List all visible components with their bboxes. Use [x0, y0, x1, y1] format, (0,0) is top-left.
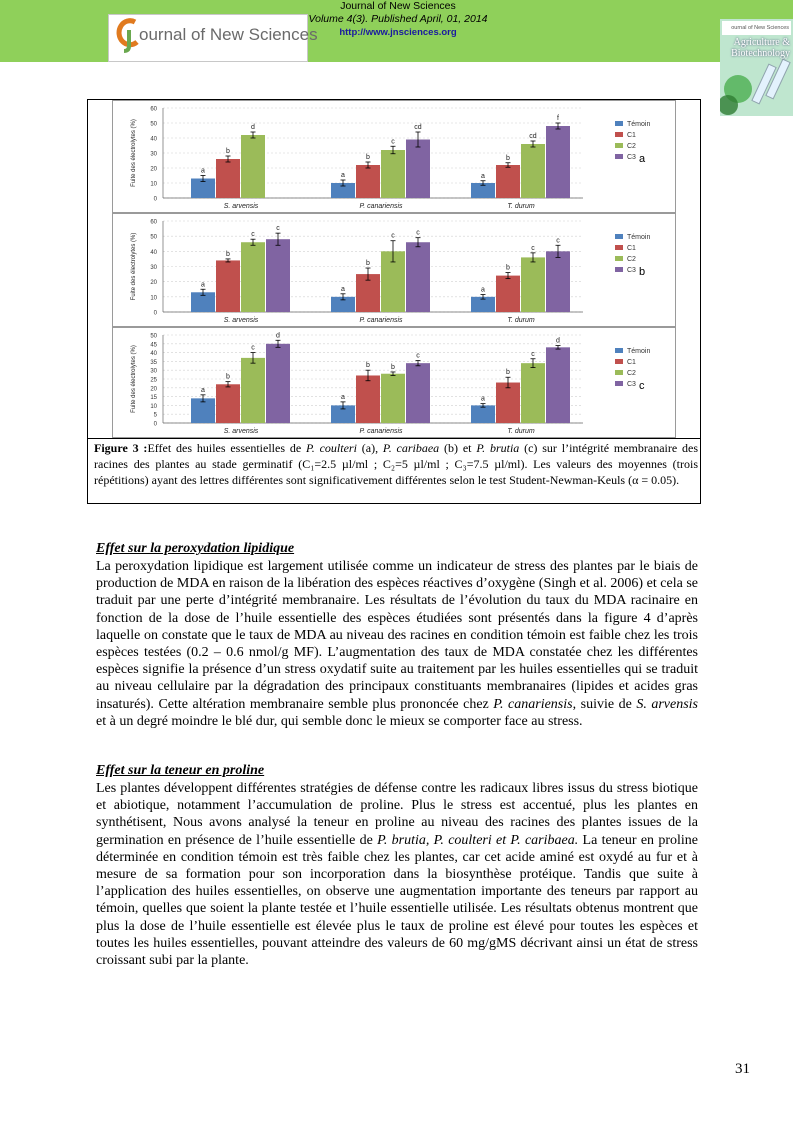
journal-url[interactable]: http://www.jnsciences.org [339, 27, 457, 38]
y-tick-label: 25 [150, 377, 157, 384]
section-heading-proline: Effet sur la teneur en proline [96, 763, 265, 778]
caption-divider [88, 438, 700, 439]
legend-swatch-c3 [615, 381, 623, 386]
y-tick-label: 20 [150, 166, 157, 173]
journal-logo [108, 14, 318, 62]
journal-logo-icon [115, 18, 141, 54]
significance-letter: a [481, 286, 485, 294]
bar-c3 [406, 363, 430, 423]
bar-c1 [356, 375, 380, 423]
significance-letter: a [341, 285, 345, 293]
y-tick-label: 0 [153, 310, 157, 317]
y-tick-label: 5 [153, 412, 157, 419]
y-tick-label: 20 [150, 386, 157, 393]
section-banner [720, 19, 793, 116]
legend-swatch-c2 [615, 256, 623, 261]
legend-label: C2 [627, 143, 636, 150]
panel-letter: a [639, 153, 646, 165]
y-tick-label: 30 [150, 151, 157, 158]
journal-logo-text: ournal of New Sciences [139, 25, 318, 44]
bar-c3 [266, 239, 290, 312]
legend-swatch-c2 [615, 143, 623, 148]
panel-letter: b [639, 266, 646, 278]
section-heading-peroxidation: Effet sur la peroxydation lipidique [96, 541, 295, 556]
significance-letter: b [506, 154, 510, 162]
x-tick-label: P. canariensis [359, 428, 403, 435]
bar-c3 [406, 242, 430, 312]
y-tick-label: 10 [150, 295, 157, 302]
journal-info [308, 0, 488, 39]
y-tick-label: 45 [150, 342, 157, 349]
y-tick-label: 50 [150, 121, 157, 128]
chart-a [113, 101, 677, 214]
significance-letter: c [531, 350, 535, 358]
y-tick-label: 20 [150, 280, 157, 287]
paragraph-proline: Les plantes développent différentes stratégies de défense contre les radicaux libres issus du stress biotique et abiotique, notamment l’accumulation de proline. Plus le stress est accentué, plus les plantes en synthétisent, Nous avons analysé la teneur en proline au niveau des racines des plantes issues de la germination en présence de l’huile essentielle de P. brutia, P. coulteri et P. caribaea. La teneur en proline déterminée en condition témoin est très faible chez les plantes, car cet acide aminé est oxydé au fur et à mesure de sa formation pour son incorporation dans la biosynthèse protéique. Tandis que suite à l’application des huiles essentielles, on observe une augmentation importante des teneurs par rapport au témoin, quelles que soient la plante testée et l’huile essentielle utilisée. Les résultats obtenus montrent que plus la dose de l’huile essentielle est élevée plus le taux de proline est élevé pour toutes les espèces et toutes les huiles essentielles, pouvant atteindre des valeurs de 60 mg/gMS décrivant ainsi un état de stress croissant subi par la plante. [96, 781, 698, 969]
legend-label: C1 [627, 245, 636, 252]
bar-c3 [406, 140, 430, 199]
legend-swatch-temoin [615, 234, 623, 239]
legend-swatch-c3 [615, 154, 623, 159]
significance-letter: b [391, 363, 395, 371]
legend-swatch-c2 [615, 370, 623, 375]
y-axis-label: Fuite des électrolytes (%) [131, 119, 137, 187]
x-tick-label: T. durum [507, 428, 535, 435]
y-tick-label: 60 [150, 219, 157, 226]
paragraph-peroxidation: La peroxydation lipidique est largement utilisée comme un indicateur de stress des plantes par le biais de production de MDA en raison de la libération des espèces réactives d’oxygène (Singh et al. 2006) et cela se traduit par une perte d’intégrité membranaire. Les résultats de l’évolution du taux du MDA racinaire en fonction de la dose de l’huile essentielle des espèces étudiées sont présentés dans la figure 4 d’après laquelle on constate que le taux de MDA au niveau des racines en condition témoin est faible chez les trois espèces testées (0.2 – 0.6 nmol/g MF). L’augmentation des taux de MDA constatée chez les différentes espèces signifie la présence d’un stress oxydatif suite au traitement par les huiles essentielles qui se traduit au niveau cellulaire par la dégradation des principaux constituants membranaires (lipides et acides gras insaturés). Cette altération membranaire semble plus prononcée chez P. canariensis, suivie de S. arvensis et à un degré moindre le blé dur, qui semble donc le mieux se comporter face au stress. [96, 559, 699, 729]
bar-c1 [216, 159, 240, 198]
legend-label: C3 [627, 381, 636, 388]
significance-letter: c [251, 231, 255, 239]
x-tick-label: T. durum [507, 317, 535, 324]
legend-swatch-c3 [615, 267, 623, 272]
significance-letter: cd [529, 133, 537, 140]
chart-panel-a [112, 100, 676, 213]
side-journal-logo: ournal of New Sciences [722, 21, 791, 35]
bar-c1 [496, 165, 520, 198]
page-number: 31 [735, 1061, 750, 1077]
y-tick-label: 15 [150, 395, 157, 402]
y-axis-label: Fuite des électrolytes (%) [131, 232, 137, 301]
significance-letter: b [226, 373, 230, 381]
legend-label: Témoin [627, 348, 651, 355]
significance-letter: f [557, 115, 559, 122]
x-tick-label: S. arvensis [223, 428, 259, 435]
bar-c1 [496, 383, 520, 423]
journal-name: Journal of New Sciences [340, 0, 456, 12]
chart-panel-c [112, 327, 676, 438]
significance-letter: cd [414, 124, 422, 131]
bar-c1 [216, 384, 240, 423]
bar-c2 [521, 144, 545, 198]
significance-letter: b [506, 369, 510, 377]
bar-c3 [546, 126, 570, 198]
bar-c1 [356, 165, 380, 198]
bar-c2 [521, 257, 545, 312]
bar-c2 [381, 150, 405, 198]
legend-label: Témoin [627, 234, 651, 241]
significance-letter: c [556, 237, 560, 245]
y-tick-label: 50 [150, 234, 157, 241]
y-tick-label: 60 [150, 106, 157, 113]
bar-temoin [471, 405, 495, 423]
x-tick-label: T. durum [507, 203, 535, 210]
legend-swatch-temoin [615, 348, 623, 353]
bar-c1 [216, 260, 240, 312]
bar-c3 [266, 344, 290, 423]
significance-letter: c [251, 344, 255, 352]
significance-letter: b [506, 264, 510, 272]
legend-swatch-c1 [615, 132, 623, 137]
y-tick-label: 35 [150, 359, 157, 366]
significance-letter: c [276, 225, 280, 233]
y-tick-label: 0 [153, 421, 157, 428]
x-tick-label: S. arvensis [223, 317, 259, 324]
bar-c3 [546, 347, 570, 423]
bar-c2 [241, 242, 265, 312]
significance-letter: c [416, 229, 420, 237]
bar-c2 [241, 358, 265, 423]
bar-c1 [496, 276, 520, 312]
legend-label: C2 [627, 256, 636, 263]
significance-letter: d [556, 337, 560, 345]
significance-letter: a [201, 281, 205, 289]
significance-letter: b [226, 250, 230, 258]
y-tick-label: 30 [150, 265, 157, 271]
significance-letter: c [531, 244, 535, 252]
legend-label: C2 [627, 370, 636, 377]
significance-letter: c [416, 352, 420, 360]
chart-panel-b [112, 213, 676, 327]
bar-c2 [381, 374, 405, 423]
significance-letter: b [366, 260, 370, 268]
y-tick-label: 10 [150, 181, 157, 188]
legend-swatch-c1 [615, 245, 623, 250]
bar-c2 [521, 363, 545, 423]
y-tick-label: 50 [150, 333, 157, 340]
significance-letter: a [341, 172, 345, 179]
significance-letter: a [201, 386, 205, 394]
significance-letter: b [366, 362, 370, 370]
figure-caption: Figure 3 :Effet des huiles essentielles de P. coulteri (a), P. caribaea (b) et P. brutia (c) sur l’intégrité membranaire des racines des plantes au stade germinatif (C₁=2.5 µl/ml ; C₂=5 µl/ml ; C₃=7.5 µl/ml). Les valeurs des moyennes (trois répétitions) ayant des lettres différentes sont significativement différentes selon le test Student-Newman-Keuls (α = 0.05). [94, 441, 699, 487]
significance-letter: a [481, 172, 485, 180]
significance-letter: c [391, 138, 395, 146]
significance-letter: d [276, 332, 280, 340]
journal-header-band [0, 0, 793, 62]
bar-c2 [241, 135, 265, 198]
legend-label: C3 [627, 154, 636, 161]
journal-volume: Volume 4(3). Published April, 01, 2014 [308, 13, 488, 25]
bar-c3 [546, 251, 570, 312]
panel-letter: c [639, 380, 645, 392]
y-tick-label: 30 [150, 368, 157, 375]
x-tick-label: P. canariensis [359, 317, 403, 324]
legend-swatch-temoin [615, 121, 623, 126]
chart-b [113, 214, 677, 328]
chart-c [113, 328, 677, 439]
legend-label: C1 [627, 359, 636, 366]
y-tick-label: 40 [150, 136, 157, 143]
significance-letter: b [226, 148, 230, 155]
section-title: Agriculture & Biotechnology [731, 37, 790, 59]
legend-swatch-c1 [615, 359, 623, 364]
legend-label: Témoin [627, 121, 651, 128]
legend-label: C1 [627, 132, 636, 139]
legend-label: C3 [627, 267, 636, 274]
y-tick-label: 10 [150, 403, 157, 410]
significance-letter: d [251, 124, 255, 131]
significance-letter: c [391, 232, 395, 240]
significance-letter: a [341, 393, 345, 401]
y-axis-label: Fuite des électrolytes (%) [131, 345, 137, 413]
y-tick-label: 40 [150, 249, 157, 256]
x-tick-label: P. canariensis [359, 203, 403, 210]
significance-letter: a [481, 395, 485, 403]
y-tick-label: 40 [150, 351, 157, 358]
significance-letter: b [366, 154, 370, 161]
significance-letter: a [201, 167, 205, 175]
y-tick-label: 0 [153, 196, 157, 203]
x-tick-label: S. arvensis [223, 203, 259, 210]
